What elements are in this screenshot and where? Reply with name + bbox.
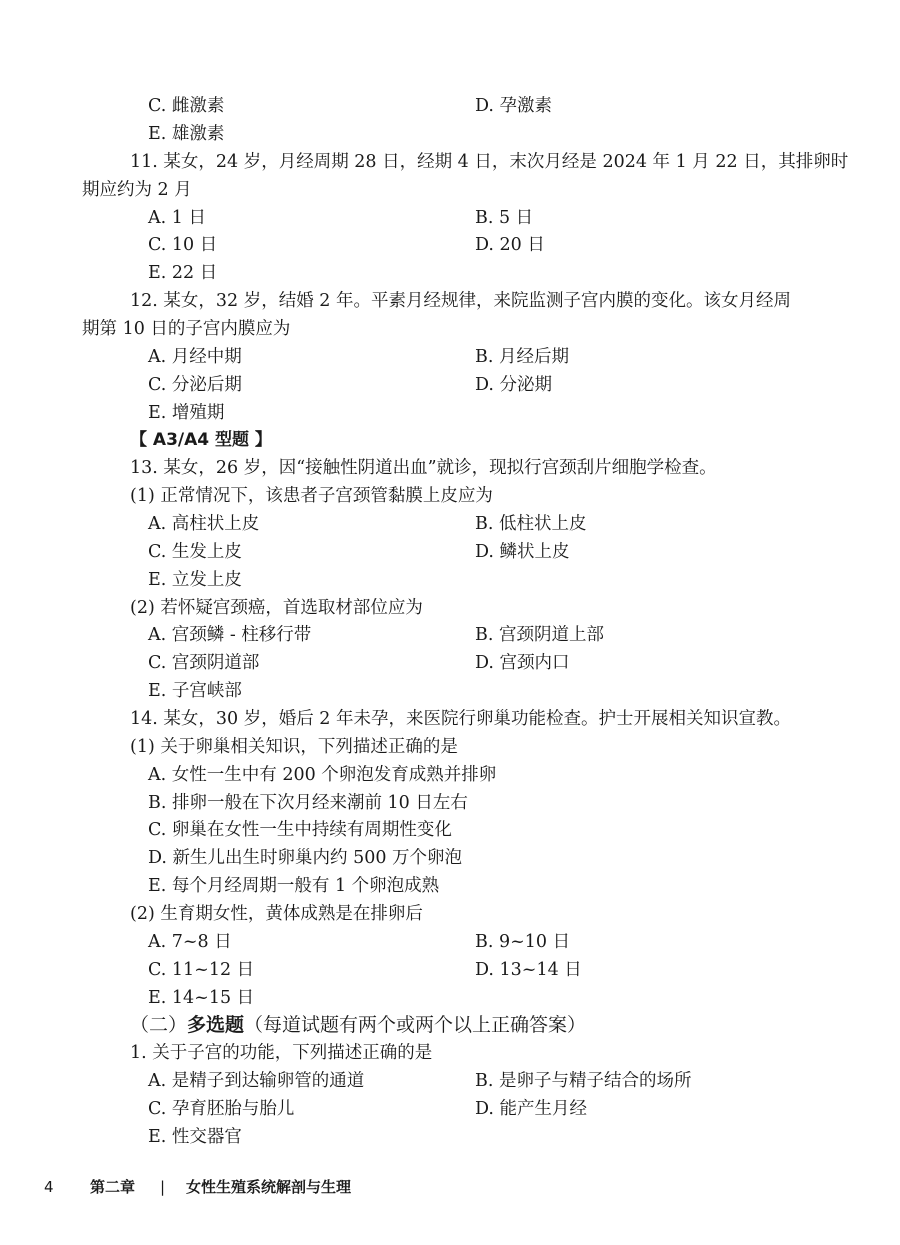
q10-option-c: C. 雌激素 (148, 96, 225, 116)
q14-sub1-option-c: C. 卵巢在女性一生中持续有周期性变化 (148, 820, 452, 840)
q11-option-d: D. 20 日 (475, 235, 545, 255)
q12-stem-line1: 12. 某女，32 岁，结婚 2 年。平素月经规律，来院监测子宫内膜的变化。该女月经周 (130, 291, 791, 311)
q14-sub2-option-c: C. 11~12 日 (148, 960, 255, 980)
q13-sub1-option-e: E. 立发上皮 (148, 570, 242, 590)
q14-sub2-option-b: B. 9~10 日 (475, 932, 571, 952)
m1-option-d: D. 能产生月经 (475, 1099, 588, 1119)
q11-option-e: E. 22 日 (148, 263, 218, 283)
q14-sub1-option-b: B. 排卵一般在下次月经来潮前 10 日左右 (148, 793, 468, 813)
section-heading-a3a4: 【 A3/A4 型题 】 (130, 430, 272, 450)
q13-stem: 13. 某女，26 岁，因“接触性阴道出血”就诊，现拟行宫颈刮片细胞学检查。 (130, 458, 717, 478)
m1-option-e: E. 性交器官 (148, 1127, 242, 1147)
q12-option-b: B. 月经后期 (475, 347, 569, 367)
q12-option-a: A. 月经中期 (148, 347, 242, 367)
q13-sub1-option-d: D. 鳞状上皮 (475, 542, 570, 562)
q12-option-c: C. 分泌后期 (148, 375, 242, 395)
q13-sub1-option-a: A. 高柱状上皮 (148, 514, 260, 534)
section-heading-multi (130, 1013, 586, 1037)
m1-stem: 1. 关于子宫的功能，下列描述正确的是 (130, 1043, 433, 1063)
q13-sub2-stem: (2) 若怀疑宫颈癌，首选取材部位应为 (130, 598, 423, 618)
q14-sub2-option-a: A. 7~8 日 (148, 932, 232, 952)
q13-sub1-stem: (1) 正常情况下，该患者子宫颈管黏膜上皮应为 (130, 486, 493, 506)
q10-option-e: E. 雄激素 (148, 124, 225, 144)
q11-stem-line2: 期应约为 2 月 (82, 180, 192, 200)
q13-sub2-option-c: C. 宫颈阴道部 (148, 653, 260, 673)
footer-separator: | (160, 1178, 166, 1196)
footer-chapter-title: 女性生殖系统解剖与生理 (186, 1178, 352, 1196)
q13-sub2-option-e: E. 子宫峡部 (148, 681, 242, 701)
page-number: 4 (44, 1178, 54, 1196)
q14-sub2-option-e: E. 14~15 日 (148, 988, 255, 1008)
q14-sub2-option-d: D. 13~14 日 (475, 960, 582, 980)
q12-stem-line2: 期第 10 日的子宫内膜应为 (82, 319, 291, 339)
q14-sub2-stem: (2) 生育期女性，黄体成熟是在排卵后 (130, 904, 423, 924)
footer-chapter: 第二章 (90, 1178, 136, 1196)
q13-sub1-option-c: C. 生发上皮 (148, 542, 242, 562)
q14-sub1-option-a: A. 女性一生中有 200 个卵泡发育成熟并排卵 (148, 765, 497, 785)
q11-option-a: A. 1 日 (148, 208, 206, 228)
section-multi-prefix: （二） (130, 1014, 188, 1036)
q14-sub1-option-d: D. 新生儿出生时卵巢内约 500 万个卵泡 (148, 848, 463, 868)
q11-option-b: B. 5 日 (475, 208, 534, 228)
q13-sub1-option-b: B. 低柱状上皮 (475, 514, 587, 534)
q14-sub1-option-e: E. 每个月经周期一般有 1 个卵泡成熟 (148, 876, 440, 896)
m1-option-c: C. 孕育胚胎与胎儿 (148, 1099, 295, 1119)
m1-option-a: A. 是精子到达输卵管的通道 (148, 1071, 365, 1091)
q12-option-e: E. 增殖期 (148, 403, 225, 423)
q10-option-d: D. 孕激素 (475, 96, 553, 116)
q13-sub2-option-d: D. 宫颈内口 (475, 653, 570, 673)
q14-sub1-stem: (1) 关于卵巢相关知识，下列描述正确的是 (130, 737, 458, 757)
m1-option-b: B. 是卵子与精子结合的场所 (475, 1071, 692, 1091)
q13-sub2-option-b: B. 宫颈阴道上部 (475, 625, 604, 645)
q13-sub2-option-a: A. 宫颈鳞 - 柱移行带 (148, 625, 312, 645)
q11-option-c: C. 10 日 (148, 235, 218, 255)
q12-option-d: D. 分泌期 (475, 375, 553, 395)
section-multi-title: 多选题 (187, 1014, 245, 1036)
q14-stem: 14. 某女，30 岁，婚后 2 年未孕，来医院行卵巢功能检查。护士开展相关知识宣教。 (130, 709, 791, 729)
q11-stem-line1: 11. 某女，24 岁，月经周期 28 日，经期 4 日，末次月经是 2024 年 1 月 22 日，其排卵时 (130, 152, 849, 172)
section-multi-note: （每道试题有两个或两个以上正确答案） (244, 1014, 587, 1036)
